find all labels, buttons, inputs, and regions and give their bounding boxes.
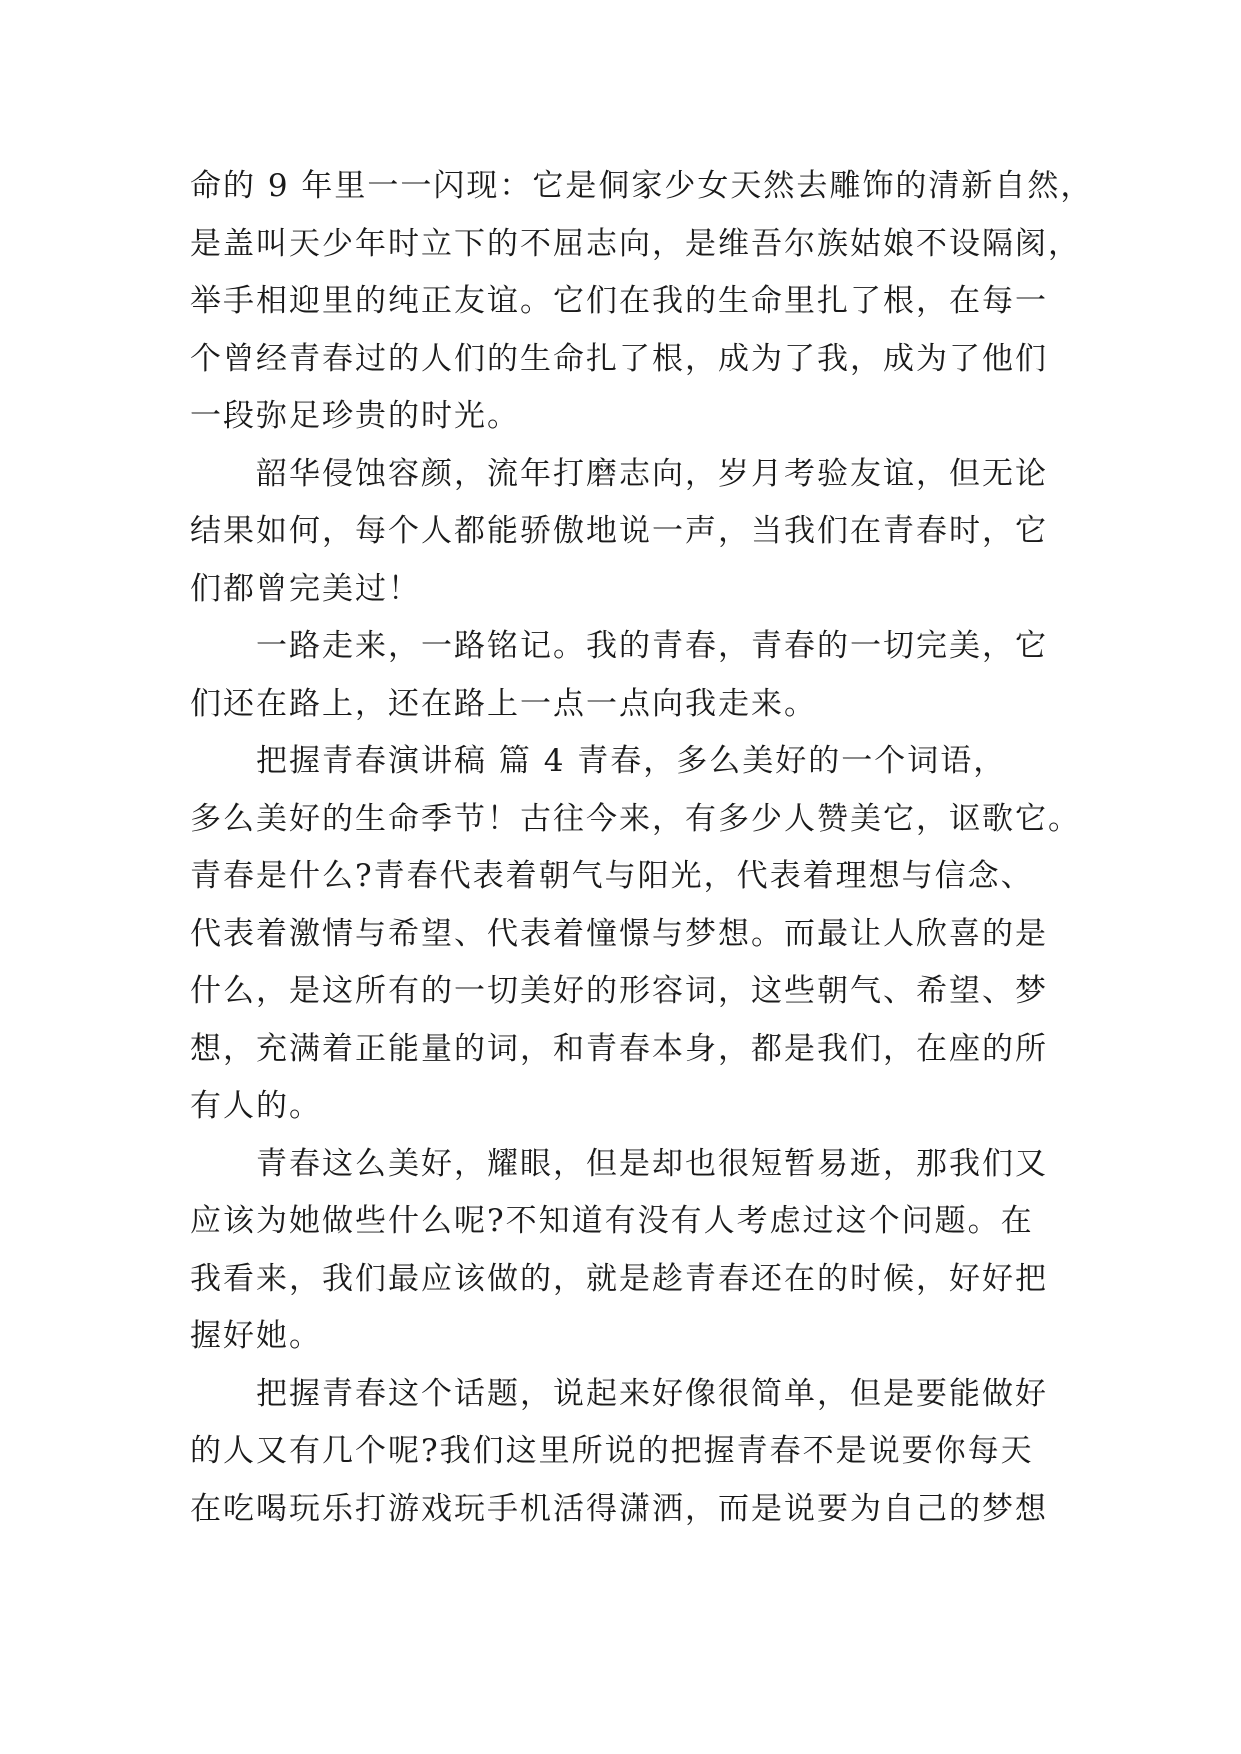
paragraph-start-line: 把握青春这个话题，说起来好像很简单，但是要能做好 [256, 1375, 1048, 1412]
body-text [190, 158, 1094, 1538]
text-line: 多么美好的生命季节！古往今来，有多少人赞美它，讴歌它。 [190, 800, 1081, 837]
text-line: 青春是什么?青春代表着朝气与阳光，代表着理想与信念、 [190, 858, 1034, 894]
text-line: 握好她。 [190, 1318, 322, 1354]
text-line: 什么，是这所有的一切美好的形容词，这些朝气、希望、梦 [190, 973, 1048, 1009]
text-line: 我看来，我们最应该做的，就是趁青春还在的时候，好好把 [190, 1260, 1048, 1297]
paragraph-start-line: 一路走来，一路铭记。我的青春，青春的一切完美，它 [256, 628, 1048, 664]
text-line: 的人又有几个呢?我们这里所说的把握青春不是说要你每天 [190, 1433, 1034, 1469]
text-line: 命的 9 年里一一闪现：它是侗家少女天然去雕饰的清新自然， [190, 168, 1094, 204]
text-line: 结果如何，每个人都能骄傲地说一声，当我们在青春时，它 [190, 513, 1048, 549]
text-line: 们还在路上，还在路上一点一点向我走来。 [190, 685, 817, 722]
text-line: 有人的。 [190, 1088, 322, 1124]
text-line: 个曾经青春过的人们的生命扎了根，成为了我，成为了他们 [190, 340, 1048, 377]
text-line: 举手相迎里的纯正友谊。它们在我的生命里扎了根，在每一 [190, 283, 1048, 319]
text-line: 是盖叫天少年时立下的不屈志向，是维吾尔族姑娘不设隔阂， [190, 225, 1081, 262]
text-line: 代表着激情与希望、代表着憧憬与梦想。而最让人欣喜的是 [190, 915, 1048, 952]
text-line: 应该为她做些什么呢?不知道有没有人考虑过这个问题。在 [190, 1203, 1034, 1239]
text-line: 一段弥足珍贵的时光。 [190, 398, 520, 434]
paragraph-start-line: 韶华侵蚀容颜，流年打磨志向，岁月考验友谊，但无论 [256, 455, 1048, 492]
text-line: 想，充满着正能量的词，和青春本身，都是我们，在座的所 [190, 1030, 1048, 1067]
paragraph-start-line: 青春这么美好，耀眼，但是却也很短暂易逝，那我们又 [256, 1145, 1048, 1182]
text-line: 在吃喝玩乐打游戏玩手机活得潇洒，而是说要为自己的梦想 [190, 1490, 1048, 1527]
section-heading-line: 把握青春演讲稿 篇 4 青春，多么美好的一个词语， [256, 743, 1007, 779]
text-line: 们都曾完美过！ [190, 570, 421, 607]
